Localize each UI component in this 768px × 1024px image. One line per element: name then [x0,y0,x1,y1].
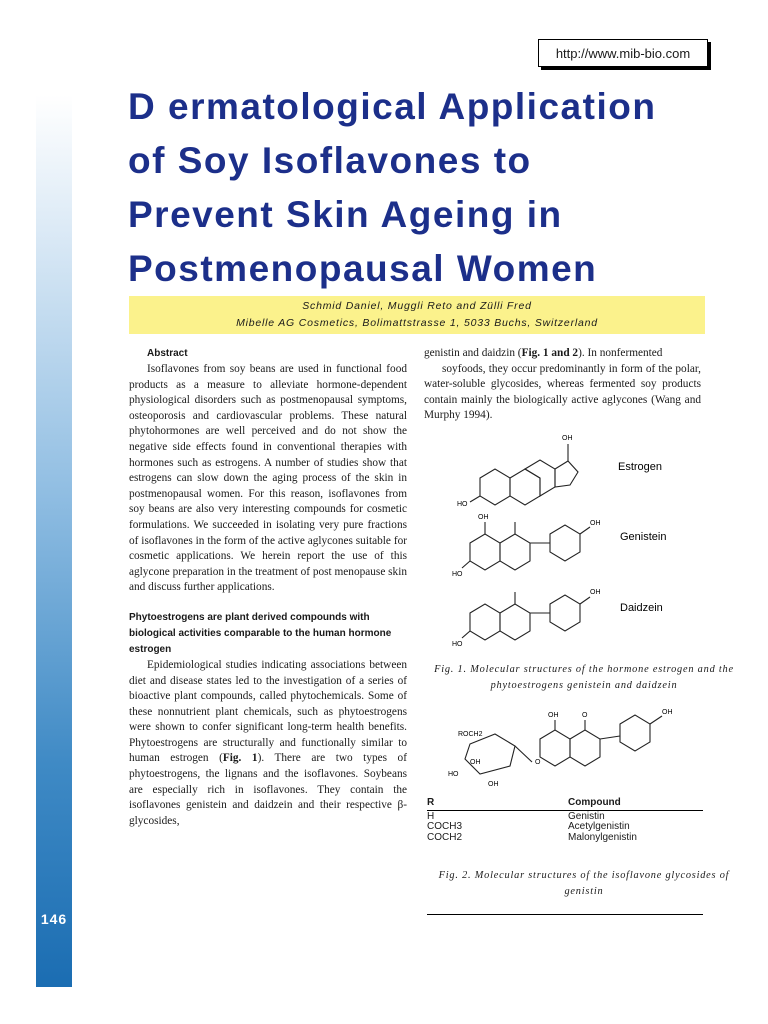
divider [427,914,703,915]
daidzein-label: Daidzein [620,602,663,614]
side-color-bar [36,95,72,987]
figure-1-structures [440,428,710,658]
figure-1-caption: Fig. 1. Molecular structures of the hormone estrogen and the phytoestrogens genistein and daidzein [434,664,734,691]
estrogen-label: Estrogen [618,461,663,473]
right-column [424,346,701,424]
daidzein-structure [462,592,590,640]
title-line: D ermatological Application [128,86,657,127]
section-paragraph: Epidemiological studies indicating associations between diet and disease states led to the investigation of a series of bioactive plant compounds, called phytochemicals. Some of these nonnutrient plant chemicals, such as phytoestrogens were shown to confer significant long-term health benefits. Phytoestrogens are structurally and functionally similar to human estrogen (Fig. 1). There are two types of phytoestrogens, the lignans and the isoflavones. Soybeans are especially rich in isoflavones. They contain the isoflavones genistein and daidzein and their respective β-glycosides, [129,658,407,827]
table-row [427,812,703,823]
title-line: of Soy Isoflavones to [128,140,532,181]
abstract-heading: Abstract [147,348,188,359]
url-box[interactable]: http://www.mib-bio.com [538,39,708,67]
genistein-label: Genistein [620,531,667,543]
table-cell: Genistin [568,810,605,822]
figure-reference[interactable]: Fig. 1 [222,752,258,765]
author-affiliation: Mibelle AG Cosmetics, Bolimattstrasse 1, 5033 Buchs, Switzerland [236,317,598,329]
figure-2-caption: Fig. 2. Molecular structures of the isoflavone glycosides of genistin [438,870,730,897]
title-line: Postmenopausal Women [128,248,598,289]
atom-label: OH [478,514,489,521]
table-cell: COCH2 [427,831,463,843]
genistein-structure [462,522,590,570]
section-heading: Phytoestrogens are plant derived compounds with biological activities comparable to the human hormone estrogen [129,611,392,655]
title-line: Prevent Skin Ageing in [128,194,563,235]
table-cell: COCH3 [427,821,463,832]
table-cell: Malonylgenistin [568,831,637,843]
atom-label: HO [452,641,463,648]
author-names: Schmid Daniel, Muggli Reto and Zülli Fred [302,300,532,312]
table-header-cell: Compound [568,797,621,808]
atom-label: OH [548,712,559,719]
table-row [427,833,703,844]
atom-label: HO [457,501,468,508]
table-row [427,822,703,833]
atom-label: HO [448,771,459,778]
figure-2-structure [440,704,710,804]
atom-label: OH [662,709,673,716]
abstract-text: Isoflavones from soy beans are used in functional food products as a measure to alleviate hormone-dependent physiological disorders such as postmenopausal symptoms, osteoporosis and cardiovascular problems. These natural phytohormones are well perceived and do not show the negative side effects found in conventional therapies with hormones such as estrogens. A number of studies show that estrogens can slow down the aging process of the skin in postmenopausal women. For this reason, isoflavones from soy beans are also very interesting compounds for cosmetic formulations. We succeeded in isolating very pure fractions of isoflavones in the form of the active aglycones suitable for cosmetic applications. We herein report the use of this aglycone preparation in the treatment of post menopause skin and discuss further applications. [129,363,407,594]
atom-label: OH [562,435,573,442]
atom-label: O [535,759,541,766]
table-header-cell: R [427,797,435,808]
atom-label: O [582,712,588,719]
author-banner [129,296,705,334]
article-title [128,80,728,296]
right-paragraph: genistin and daidzin (Fig. 1 and 2). In nonfermented [424,347,663,359]
table-cell: Acetylgenistin [568,821,630,832]
atom-label: OH [488,781,499,788]
estrogen-structure [470,444,578,505]
atom-label: OH [470,759,481,766]
atom-label: HO [452,571,463,578]
figure-reference[interactable]: Fig. 1 and 2 [521,347,579,359]
left-column [129,346,407,829]
table-header [427,798,703,811]
compound-table [427,798,703,843]
page-number: 146 [40,911,68,927]
right-paragraph-cont: soyfoods, they occur predominantly in form of the polar, water-soluble glycosides, whereas fermented soy products contain mainly the biologically active aglycones (Wang and Murphy 1994). [424,362,701,422]
atom-label: ROCH2 [458,731,483,738]
atom-label: OH [590,520,601,527]
atom-label: OH [590,589,601,596]
table-cell: H [427,810,435,822]
